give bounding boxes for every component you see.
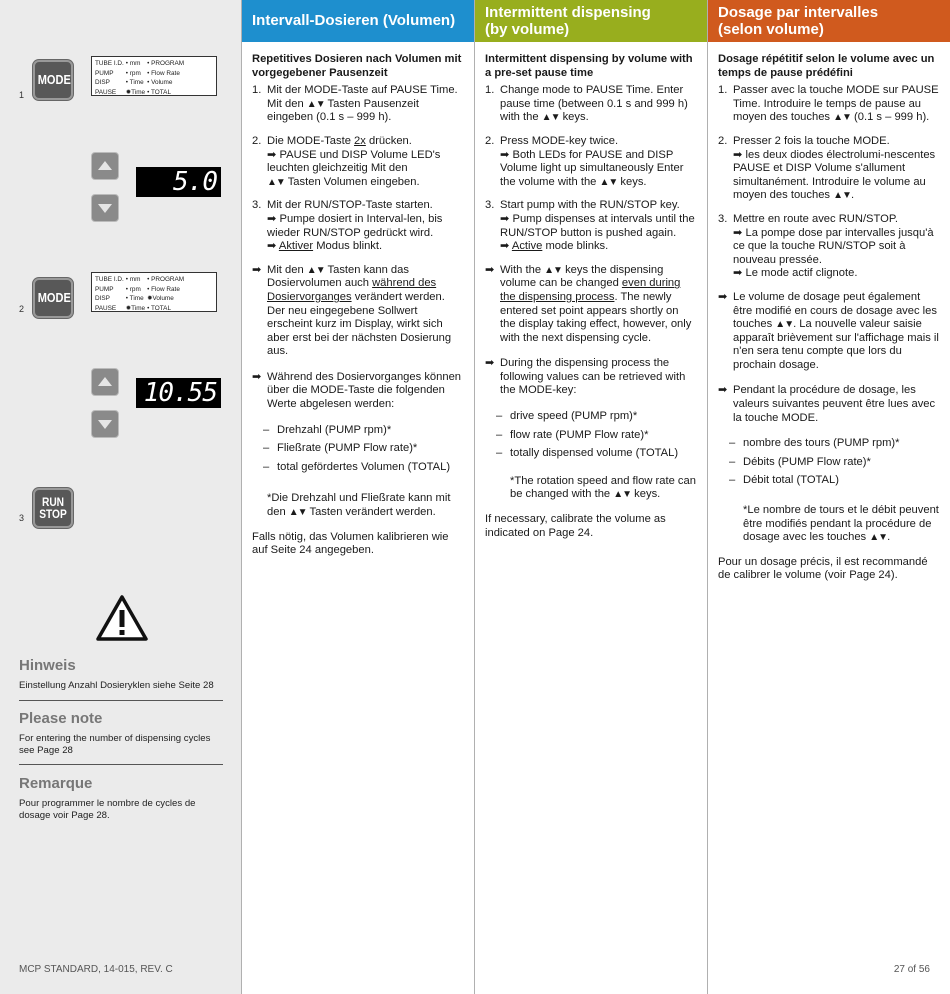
right-arrow-icon: ➡: [485, 357, 495, 370]
french-header: [708, 0, 950, 42]
step-number: 3.: [485, 199, 495, 212]
french-column: [708, 0, 950, 994]
step-number-1: 1: [19, 90, 25, 100]
german-title: Intervall-Dosieren (Volumen): [252, 12, 456, 29]
mode-key-icon: MODE: [33, 278, 73, 318]
warning-triangle-icon: [95, 594, 149, 642]
text: drücken.: [368, 134, 412, 147]
english-body: [475, 42, 707, 540]
underlined-text: Active: [511, 240, 543, 253]
arrow-down-icon: [91, 410, 119, 438]
page-number: 27 of 56: [893, 964, 930, 975]
lcd-cell: • PROGRAM: [147, 276, 185, 283]
text: Tasten kann das Dosiervolumen auch: [267, 263, 409, 290]
right-arrow-icon: ➡: [252, 263, 262, 276]
bullet-1: [718, 291, 940, 373]
list-item: – Débits (PUMP Flow rate)*: [729, 455, 871, 468]
lcd-cell: • mm: [125, 276, 141, 283]
lcd-cell: ✹Time: [125, 88, 146, 96]
french-body: [708, 42, 950, 583]
up-down-arrows-icon: ▲▼: [267, 176, 285, 188]
lcd-cell: DISP: [95, 79, 110, 87]
arrow-down-icon: [91, 194, 119, 222]
text: Both LEDs for PAUSE and DISP Volume light up simultaneously Enter the volume with the: [500, 148, 684, 188]
french-title-line2: (selon volume): [718, 21, 824, 38]
note-french: [19, 775, 223, 822]
step-number-2: 2: [19, 304, 25, 314]
lcd-cell: • mm: [125, 60, 141, 67]
text: les deux diodes électrolumi-nescentes PAUSE et DISP Volume s'allument simultanément. Introduire le volume au moyen des touches: [733, 148, 936, 202]
note-title: Please note: [19, 710, 103, 727]
text: Start pump with the RUN/STOP key.: [500, 199, 680, 212]
text: With the: [500, 263, 542, 276]
step-3: [252, 199, 464, 253]
english-title-line2: (by volume): [485, 21, 570, 38]
up-down-arrows-icon: ▲▼: [599, 176, 618, 188]
lcd-cell: • rpm: [125, 69, 141, 77]
lcd-cell: • TOTAL: [147, 88, 171, 96]
list-item: – flow rate (PUMP Flow rate)*: [496, 428, 649, 441]
up-down-arrows-icon: ▲▼: [869, 532, 888, 544]
footnote: [485, 475, 697, 502]
bullet-2: [485, 357, 697, 398]
text: During the dispensing process the following values can be retrieved with the MODE-key:: [500, 357, 686, 397]
text: flow rate (PUMP Flow rate)*: [510, 428, 649, 441]
lcd-cell: ✹Volume: [147, 295, 174, 303]
right-arrow-icon: ➡: [267, 148, 277, 161]
intro-text: Dosage répétitif selon le volume avec un temps de pause prédéfini: [718, 53, 935, 79]
footnote: [252, 492, 464, 519]
note-title: Remarque: [19, 775, 93, 792]
lcd-cell: TUBE I.D.: [95, 276, 124, 283]
up-down-arrows-icon: ▲▼: [833, 112, 851, 124]
text: Passer avec la touche MODE sur PAUSE Time. Introduire le temps de pause au moyen des touches: [733, 84, 939, 124]
lcd-cell: • Flow Rate: [147, 69, 180, 77]
text: Change mode to PAUSE Time. Enter pause time (between 0.1 s and 999 h) with the: [500, 84, 688, 124]
note-text: Pour programmer le nombre de cycles de dosage voir Page 28.: [19, 798, 196, 821]
text: Mit der RUN/STOP-Taste starten.: [267, 199, 433, 212]
note-english: [19, 710, 223, 757]
lcd-cell: • rpm: [125, 285, 141, 293]
text: *The rotation speed and flow rate can be changed with the: [510, 474, 696, 501]
step-3: [485, 199, 697, 253]
step-number: 3.: [252, 199, 262, 212]
text: PAUSE und DISP Volume LED's leuchten gleichzeitig Mit den: [267, 148, 441, 175]
english-title-line1: Intermittent dispensing: [485, 4, 651, 21]
right-arrow-icon: ➡: [252, 370, 262, 383]
text: Pump dispenses at intervals until the RUN/STOP button is pushed again.: [500, 212, 695, 239]
text: mode blinks.: [545, 240, 609, 253]
text: Presser 2 fois la touche MODE.: [733, 134, 890, 147]
arrow-up-icon: [91, 152, 119, 180]
right-arrow-icon: ➡: [485, 263, 495, 276]
text: *Le nombre de tours et le débit peuvent être modifiés pendant la procédure de dosage avec les touches: [743, 504, 939, 544]
step-1: [485, 84, 697, 125]
text: Pumpe dosiert in Interval-len, bis wieder RUN/STOP gedrückt wird.: [267, 212, 443, 239]
bullet-2: [718, 384, 940, 425]
up-down-arrows-icon: ▲▼: [306, 264, 325, 276]
final-text: Falls nötig, das Volumen kalibrieren wie auf Seite 24 angegeben.: [252, 530, 449, 557]
right-arrow-icon: ➡: [718, 384, 728, 397]
bullet-1: [485, 264, 697, 346]
run-stop-key-label: [38, 490, 69, 520]
german-column: [242, 0, 475, 994]
text: keys.: [620, 175, 647, 188]
up-down-arrows-icon: ▲▼: [544, 264, 562, 276]
lcd-cell: • PROGRAM: [147, 60, 185, 67]
step-2: [485, 135, 697, 189]
right-arrow-icon: ➡: [267, 212, 277, 225]
step-2: [718, 135, 940, 203]
lcd-indicator-panel-2: [91, 272, 217, 312]
text: Mit den: [267, 263, 304, 276]
text: Modus blinkt.: [316, 240, 383, 253]
step-number: 2.: [718, 134, 728, 147]
lcd-cell: ✹Time: [125, 304, 146, 312]
right-arrow-icon: ➡: [733, 267, 743, 280]
sidebar: [0, 0, 242, 994]
text: keys.: [634, 488, 661, 501]
list-item: – nombre des tours (PUMP rpm)*: [729, 437, 900, 450]
underlined-text: Aktiver: [278, 240, 314, 253]
step-number: 2.: [485, 134, 495, 147]
lcd-cell: • Time: [125, 79, 144, 87]
french-title-line1: Dosage par intervalles: [718, 4, 879, 21]
document-footer-id: MCP STANDARD, 14-015, REV. C: [19, 964, 173, 975]
note-title: Hinweis: [19, 657, 76, 674]
text: Débit total (TOTAL): [743, 474, 839, 487]
step-number: 3.: [718, 212, 728, 225]
lcd-cell: • TOTAL: [147, 304, 171, 312]
divider: [19, 764, 223, 765]
lcd-cell: PAUSE: [95, 304, 117, 312]
right-arrow-icon: ➡: [267, 240, 277, 253]
note-text: Einstellung Anzahl Dosieryklen siehe Seite 28: [19, 680, 214, 691]
lcd-cell: • Volume: [147, 79, 173, 87]
text: . The newly entered set point appears shortly on the display taking effect, however, only with the next dispensing cycle.: [500, 290, 692, 344]
up-down-arrows-icon: ▲▼: [613, 489, 632, 501]
right-arrow-icon: ➡: [733, 226, 743, 239]
note-german: [19, 657, 223, 692]
up-down-arrows-icon: ▲▼: [541, 112, 560, 124]
text: . La nouvelle valeur saisie apparaît brièvement sur l'affichage mais il n'en sera tenu compte que lors du prochain dosage.: [733, 318, 939, 371]
mode-key-icon: MODE: [33, 60, 73, 100]
intro-text: Repetitives Dosieren nach Volumen mit vorgegebener Pausenzeit: [252, 53, 462, 79]
step-number-3: 3: [19, 513, 25, 523]
text: Pendant la procédure de dosage, les valeurs suivantes peuvent être lues avec la touche MODE.: [733, 384, 936, 424]
step-number: 1.: [718, 84, 728, 97]
step-1: [718, 84, 940, 125]
right-arrow-icon: ➡: [733, 148, 743, 161]
text: keys.: [562, 111, 589, 124]
underlined-text: während des Dosiervorganges: [267, 277, 437, 303]
text: .: [850, 189, 855, 202]
intro-text: Intermittent dispensing by volume with a pre-set pause time: [485, 53, 693, 79]
final-text: Pour un dosage précis, il est recommandé de calibrer le volume (voir Page 24).: [718, 555, 928, 582]
text: Le volume de dosage peut également être modifié en cours de dosage avec les touches: [733, 290, 937, 331]
lcd-cell: PAUSE: [95, 88, 117, 96]
list-item: – totally dispensed volume (TOTAL): [496, 447, 679, 460]
underlined-text: 2x: [354, 134, 366, 147]
divider: [19, 700, 223, 701]
stop-label: STOP: [39, 507, 67, 521]
text: nombre des tours (PUMP rpm)*: [743, 437, 900, 450]
step-2: [252, 135, 464, 189]
final-text: If necessary, calibrate the volume as indicated on Page 24.: [485, 513, 666, 539]
lcd-cell: PUMP: [95, 285, 114, 293]
text: Mettre en route avec RUN/STOP.: [733, 212, 898, 225]
right-arrow-icon: ➡: [718, 290, 728, 303]
text: Die MODE-Taste: [267, 134, 351, 147]
english-header: [475, 0, 707, 42]
arrow-up-icon: [91, 368, 119, 396]
list-item: – total gefördertes Volumen (TOTAL): [263, 460, 451, 473]
lcd-cell: TUBE I.D.: [95, 60, 124, 67]
up-down-arrows-icon: ▲▼: [833, 190, 851, 202]
footnote: [718, 504, 940, 545]
list-item: – Drehzahl (PUMP rpm)*: [263, 423, 392, 436]
text: drive speed (PUMP rpm)*: [510, 410, 638, 423]
seven-segment-display-2: 10.55: [136, 378, 221, 408]
lcd-table-1: [95, 59, 186, 97]
right-arrow-icon: ➡: [500, 148, 510, 161]
step-3: [718, 213, 940, 281]
text: Während des Dosiervorganges können über die MODE-Taste die folgenden Werte abgelesen werden:: [267, 370, 462, 411]
step-number: 2.: [252, 134, 262, 147]
text: *Die Drehzahl und Fließrate kann mit den: [267, 492, 451, 519]
text: Fließrate (PUMP Flow rate)*: [277, 442, 418, 455]
up-down-arrows-icon: ▲▼: [306, 98, 325, 110]
list-item: – Débit total (TOTAL): [729, 474, 839, 487]
text: Tasten Pausenzeit eingeben (0.1 s – 999 h).: [267, 97, 419, 124]
text: Tasten verändert werden.: [309, 506, 436, 519]
note-text: For entering the number of dispensing cycles see Page 28: [19, 733, 211, 756]
text: (0.1 s – 999 h).: [854, 111, 930, 124]
step-number: 1.: [485, 84, 495, 97]
bullet-1: [252, 264, 464, 359]
right-arrow-icon: ➡: [500, 212, 510, 225]
text: verändert werden. Der neu eingegebene Sollwert erscheint kurz im Display, wirkt sich aber erst bei der nächsten Dosierung aus.: [267, 290, 452, 358]
lcd-cell: • Time: [125, 295, 144, 303]
run-stop-key-icon: [33, 488, 73, 528]
text: Débits (PUMP Flow rate)*: [743, 455, 871, 468]
text: total gefördertes Volumen (TOTAL): [277, 460, 451, 473]
step-1: [252, 84, 464, 125]
bullet-2: [252, 371, 464, 412]
text: .: [887, 531, 891, 544]
lcd-cell: PUMP: [95, 69, 114, 77]
up-down-arrows-icon: ▲▼: [288, 507, 307, 519]
lcd-cell: DISP: [95, 295, 110, 303]
german-body: [242, 42, 474, 558]
seven-segment-display-1: 5.0: [136, 167, 221, 197]
list-item: – drive speed (PUMP rpm)*: [496, 410, 638, 423]
text: totally dispensed volume (TOTAL): [510, 447, 679, 460]
list-item: – Fließrate (PUMP Flow rate)*: [263, 442, 418, 455]
step-number: 1.: [252, 84, 262, 97]
text: La pompe dose par intervalles jusqu'à ce que la touche RUN/STOP soit à nouveau pressée.: [733, 226, 934, 266]
english-column: [475, 0, 708, 994]
text: Tasten Volumen eingeben.: [287, 175, 420, 188]
text: keys the dispensing volume can be changed: [500, 263, 664, 290]
run-label: RUN: [41, 495, 65, 509]
right-arrow-icon: ➡: [500, 240, 510, 253]
text: Mit der MODE-Taste auf PAUSE Time. Mit den: [267, 84, 458, 110]
lcd-cell: • Flow Rate: [147, 285, 180, 293]
lcd-indicator-panel-1: [91, 56, 217, 96]
text: Le mode actif clignote.: [745, 267, 858, 280]
lcd-table-2: [95, 275, 186, 313]
text: Drehzahl (PUMP rpm)*: [277, 423, 392, 436]
underlined-text: even during the dispensing process: [500, 277, 681, 303]
german-header: [242, 0, 474, 42]
up-down-arrows-icon: ▲▼: [775, 319, 794, 331]
text: Press MODE-key twice.: [500, 134, 619, 147]
